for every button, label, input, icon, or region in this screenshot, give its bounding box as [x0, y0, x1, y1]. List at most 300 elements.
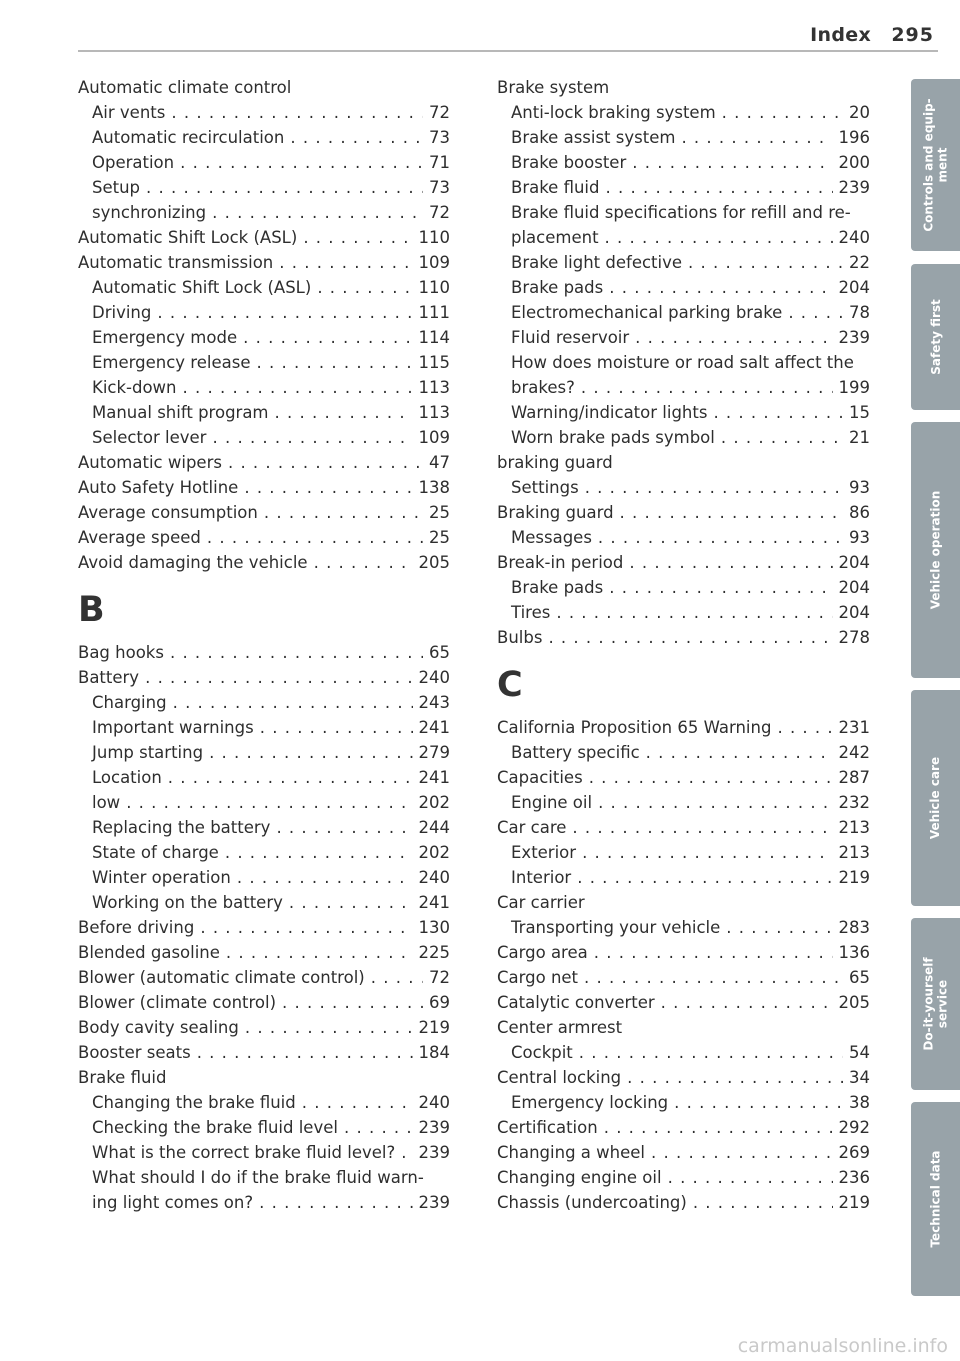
dot-leader: [788, 300, 843, 325]
entry-term: Jump starting: [92, 743, 204, 762]
entry-page-ref: 239: [838, 178, 870, 197]
index-entry: [497, 990, 870, 1015]
entry-term: Catalytic converter: [497, 993, 655, 1012]
entry-term: Interior: [511, 868, 572, 887]
dot-leader: [688, 250, 843, 275]
index-entry: [78, 965, 450, 990]
entry-page-ref: 65: [429, 643, 450, 662]
index-entry: [497, 450, 870, 475]
entry-term: synchronizing: [92, 203, 207, 222]
entry-page-ref: 204: [838, 603, 870, 622]
index-entry: [497, 765, 870, 790]
entry-term: Air vents: [92, 103, 166, 122]
entry-term: Warning/indicator lights: [511, 403, 708, 422]
dot-leader: [713, 400, 843, 425]
entry-page-ref: 110: [418, 228, 450, 247]
dot-leader: [598, 525, 843, 550]
entry-term: What is the correct brake fluid level?: [92, 1143, 396, 1162]
dot-leader: [276, 815, 412, 840]
dot-leader: [245, 1015, 413, 1040]
entry-term: Changing engine oil: [497, 1168, 662, 1187]
index-subentry: [78, 275, 450, 300]
dot-leader: [635, 325, 832, 350]
entry-term: Emergency mode: [92, 328, 238, 347]
entry-page-ref: 202: [418, 793, 450, 812]
dot-leader: [275, 400, 413, 425]
sidebar-tab-label: Technical data: [928, 1150, 943, 1248]
entry-term: Brake pads: [511, 578, 604, 597]
dot-leader: [225, 840, 413, 865]
sidebar-tab-diy-service[interactable]: [911, 918, 960, 1090]
index-subentry: [497, 250, 870, 275]
entry-page-ref: 205: [418, 553, 450, 572]
entry-page-ref: 239: [838, 328, 870, 347]
dot-leader: [317, 275, 412, 300]
dot-leader: [256, 350, 412, 375]
entry-term: Cockpit: [511, 1043, 573, 1062]
entry-page-ref: 138: [418, 478, 450, 497]
entry-term: Selector lever: [92, 428, 207, 447]
dot-leader: [200, 915, 412, 940]
entry-term: Chassis (undercoating): [497, 1193, 687, 1212]
dot-leader: [572, 815, 832, 840]
entry-term: Brake system: [497, 78, 610, 97]
sidebar-tab-label: Vehicle operation: [928, 490, 943, 610]
dot-leader: [668, 1165, 833, 1190]
entry-term: Fluid reservoir: [511, 328, 630, 347]
entry-term: Emergency locking: [511, 1093, 669, 1112]
index-subentry: [78, 350, 450, 375]
index-subentry: [78, 840, 450, 865]
dot-leader: [609, 275, 832, 300]
entry-term: Capacities: [497, 768, 583, 787]
index-entry: [78, 550, 450, 575]
dot-leader: [594, 940, 833, 965]
index-subentry: [497, 790, 870, 815]
entry-term: Brake fluid specifications for refill and re-: [511, 203, 851, 222]
sidebar-tab-technical-data[interactable]: [911, 1102, 960, 1296]
entry-term: low: [92, 793, 121, 812]
sidebar-tab-label: Safety first: [928, 299, 943, 375]
entry-term: Transporting your vehicle: [511, 918, 721, 937]
entry-term: Booster seats: [78, 1043, 191, 1062]
entry-term: Braking guard: [497, 503, 614, 522]
index-subentry: [497, 525, 870, 550]
entry-term: Brake light defective: [511, 253, 683, 272]
dot-leader: [606, 175, 833, 200]
dot-leader: [228, 450, 423, 475]
dot-leader: [605, 225, 833, 250]
sidebar-tab-safety[interactable]: [911, 264, 960, 410]
index-subentry: [78, 690, 450, 715]
entry-term: braking guard: [497, 453, 613, 472]
entry-page-ref: 241: [418, 768, 450, 787]
entry-term: Average speed: [78, 528, 201, 547]
index-entry: [78, 1015, 450, 1040]
entry-page-ref: 204: [838, 553, 870, 572]
dot-leader: [264, 500, 423, 525]
index-entry: [497, 500, 870, 525]
index-column-left: [78, 75, 450, 1215]
header-rule: [78, 50, 938, 52]
entry-page-ref: 93: [849, 528, 870, 547]
index-entry: [78, 525, 450, 550]
entry-term: Changing the brake fluid: [92, 1093, 296, 1112]
entry-page-ref: 219: [838, 868, 870, 887]
entry-page-ref: 240: [418, 668, 450, 687]
entry-term: Location: [92, 768, 162, 787]
dot-leader: [183, 375, 413, 400]
entry-term: Automatic Shift Lock (ASL): [92, 278, 312, 297]
entry-page-ref: 22: [849, 253, 870, 272]
entry-page-ref: 71: [429, 153, 450, 172]
index-subentry: [497, 375, 870, 400]
entry-term: Important warnings: [92, 718, 254, 737]
index-subentry: [497, 575, 870, 600]
entry-page-ref: 15: [849, 403, 870, 422]
dot-leader: [620, 500, 843, 525]
dot-leader: [577, 865, 832, 890]
index-subentry: [78, 815, 450, 840]
entry-page-ref: 278: [838, 628, 870, 647]
entry-term: Avoid damaging the vehicle: [78, 553, 308, 572]
index-subentry: [78, 300, 450, 325]
entry-page-ref: 114: [418, 328, 450, 347]
dot-leader: [146, 175, 423, 200]
index-entry: [497, 625, 870, 650]
dot-leader: [168, 765, 413, 790]
index-entry: [497, 815, 870, 840]
dot-leader: [582, 840, 832, 865]
dot-leader: [629, 550, 832, 575]
dot-leader: [126, 790, 412, 815]
dot-leader: [401, 1140, 412, 1165]
entry-page-ref: 225: [418, 943, 450, 962]
index-subentry: [497, 150, 870, 175]
index-entry: [78, 500, 450, 525]
index-entry: [78, 665, 450, 690]
entry-page-ref: 73: [429, 178, 450, 197]
index-subentry: [78, 715, 450, 740]
entry-page-ref: 110: [418, 278, 450, 297]
index-subentry: [497, 740, 870, 765]
sidebar-tab-label: Vehicle care: [928, 756, 943, 840]
dot-leader: [722, 100, 843, 125]
entry-page-ref: 205: [838, 993, 870, 1012]
index-entry: [497, 715, 870, 740]
entry-term: Engine oil: [511, 793, 593, 812]
entry-page-ref: 240: [418, 1093, 450, 1112]
entry-term: Car carrier: [497, 893, 585, 912]
entry-page-ref: 113: [418, 378, 450, 397]
index-subentry: [497, 300, 870, 325]
entry-page-ref: 241: [418, 893, 450, 912]
entry-term: Automatic wipers: [78, 453, 222, 472]
index-entry: [497, 890, 870, 915]
entry-term: Car care: [497, 818, 567, 837]
index-entry: [78, 225, 450, 250]
index-subentry: [497, 1040, 870, 1065]
index-subentry: [78, 175, 450, 200]
entry-term: Blower (climate control): [78, 993, 277, 1012]
entry-term: Manual shift program: [92, 403, 269, 422]
entry-page-ref: 196: [838, 128, 870, 147]
entry-page-ref: 200: [838, 153, 870, 172]
entry-term: Brake booster: [511, 153, 627, 172]
index-entry: [78, 1065, 450, 1090]
entry-term: Brake pads: [511, 278, 604, 297]
index-subentry: [78, 100, 450, 125]
index-subentry: [78, 1115, 450, 1140]
index-subentry: [78, 790, 450, 815]
index-subentry: [78, 865, 450, 890]
sidebar-tab-vehicle-care[interactable]: [911, 690, 960, 906]
entry-page-ref: 231: [838, 718, 870, 737]
entry-page-ref: 136: [838, 943, 870, 962]
entry-page-ref: 236: [838, 1168, 870, 1187]
dot-leader: [674, 1090, 843, 1115]
dot-leader: [279, 250, 412, 275]
entry-page-ref: 65: [849, 968, 870, 987]
dot-leader: [585, 475, 843, 500]
entry-page-ref: 184: [418, 1043, 450, 1062]
index-subentry: [497, 225, 870, 250]
dot-leader: [212, 425, 412, 450]
index-subentry: [497, 1090, 870, 1115]
dot-leader: [302, 1090, 413, 1115]
entry-term: brakes?: [511, 378, 575, 397]
index-subentry: [78, 765, 450, 790]
index-subentry: [497, 325, 870, 350]
index-subentry: [497, 475, 870, 500]
entry-page-ref: 199: [838, 378, 870, 397]
dot-leader: [584, 965, 843, 990]
entry-term: ing light comes on?: [92, 1193, 254, 1212]
dot-leader: [646, 740, 833, 765]
entry-term: How does moisture or road salt affect the: [511, 353, 854, 372]
entry-page-ref: 244: [418, 818, 450, 837]
entry-term: Settings: [511, 478, 579, 497]
entry-term: Brake fluid: [78, 1068, 167, 1087]
dot-leader: [632, 150, 832, 175]
entry-term: Blended gasoline: [78, 943, 220, 962]
entry-term: Body cavity sealing: [78, 1018, 239, 1037]
index-entry: [497, 1065, 870, 1090]
entry-term: Certification: [497, 1118, 598, 1137]
entry-page-ref: 287: [838, 768, 870, 787]
dot-leader: [207, 525, 423, 550]
entry-term: What should I do if the brake fluid warn-: [92, 1168, 424, 1187]
entry-page-ref: 111: [418, 303, 450, 322]
entry-term: Auto Safety Hotline: [78, 478, 239, 497]
dot-leader: [197, 1040, 413, 1065]
dot-leader: [661, 990, 833, 1015]
entry-term: Charging: [92, 693, 167, 712]
dot-leader: [314, 550, 413, 575]
entry-term: State of charge: [92, 843, 219, 862]
index-entry: [78, 990, 450, 1015]
index-entry: [497, 550, 870, 575]
entry-term: Automatic climate control: [78, 78, 292, 97]
entry-term: Battery: [78, 668, 140, 687]
index-subentry: [78, 890, 450, 915]
dot-leader: [581, 375, 833, 400]
entry-term: Checking the brake fluid level: [92, 1118, 338, 1137]
entry-term: Cargo area: [497, 943, 588, 962]
entry-page-ref: 213: [838, 818, 870, 837]
entry-term: Brake fluid: [511, 178, 600, 197]
index-subentry: [78, 1165, 450, 1190]
index-subentry: [497, 915, 870, 940]
dot-leader: [260, 715, 413, 740]
dot-leader: [145, 665, 412, 690]
entry-term: Emergency release: [92, 353, 251, 372]
dot-leader: [681, 125, 832, 150]
index-entry: [497, 1190, 870, 1215]
entry-term: Anti-lock braking system: [511, 103, 716, 122]
index-subentry: [497, 100, 870, 125]
entry-page-ref: 240: [418, 868, 450, 887]
index-entry: [78, 475, 450, 500]
dot-leader: [556, 600, 832, 625]
index-entry: [497, 1140, 870, 1165]
dot-leader: [243, 325, 412, 350]
dot-leader: [244, 475, 412, 500]
entry-page-ref: 239: [418, 1193, 450, 1212]
sidebar-tab-controls[interactable]: [911, 79, 960, 251]
dot-leader: [609, 575, 832, 600]
dot-leader: [237, 865, 413, 890]
index-subentry: [497, 350, 870, 375]
dot-leader: [777, 715, 832, 740]
dot-leader: [721, 425, 843, 450]
entry-term: Cargo net: [497, 968, 579, 987]
entry-page-ref: 239: [418, 1118, 450, 1137]
entry-page-ref: 204: [838, 278, 870, 297]
entry-page-ref: 25: [429, 503, 450, 522]
dot-leader: [726, 915, 832, 940]
index-entry: [497, 940, 870, 965]
index-entry: [497, 1015, 870, 1040]
dot-leader: [651, 1140, 833, 1165]
dot-leader: [344, 1115, 413, 1140]
index-entry: [78, 640, 450, 665]
index-subentry: [78, 400, 450, 425]
entry-term: Electromechanical parking brake: [511, 303, 783, 322]
sidebar-tab-label: Controls and equip- ment: [921, 98, 950, 232]
entry-page-ref: 109: [418, 428, 450, 447]
entry-page-ref: 130: [418, 918, 450, 937]
dot-leader: [579, 1040, 843, 1065]
entry-page-ref: 113: [418, 403, 450, 422]
dot-leader: [627, 1065, 843, 1090]
dot-leader: [693, 1190, 833, 1215]
section-letter: B: [78, 590, 105, 630]
sidebar-tab-vehicle-operation[interactable]: [911, 422, 960, 678]
index-subentry: [497, 175, 870, 200]
entry-page-ref: 239: [418, 1143, 450, 1162]
entry-term: Working on the battery: [92, 893, 283, 912]
entry-term: Bag hooks: [78, 643, 164, 662]
index-subentry: [497, 425, 870, 450]
entry-page-ref: 292: [838, 1118, 870, 1137]
section-title: Index: [810, 24, 871, 46]
section-letter: C: [497, 665, 523, 705]
entry-term: Automatic Shift Lock (ASL): [78, 228, 298, 247]
entry-page-ref: 241: [418, 718, 450, 737]
entry-page-ref: 279: [418, 743, 450, 762]
entry-page-ref: 242: [838, 743, 870, 762]
entry-page-ref: 34: [849, 1068, 870, 1087]
entry-page-ref: 202: [418, 843, 450, 862]
index-subentry: [78, 740, 450, 765]
index-subentry: [78, 325, 450, 350]
entry-page-ref: 204: [838, 578, 870, 597]
index-subentry: [78, 425, 450, 450]
dot-leader: [589, 765, 833, 790]
page-number: 295: [891, 24, 934, 46]
index-subentry: [497, 865, 870, 890]
index-subentry: [78, 375, 450, 400]
index-subentry: [78, 125, 450, 150]
dot-leader: [209, 740, 412, 765]
entry-term: Blower (automatic climate control): [78, 968, 365, 987]
entry-page-ref: 69: [429, 993, 450, 1012]
entry-page-ref: 115: [418, 353, 450, 372]
index-entry: [497, 1115, 870, 1140]
index-subentry: [78, 150, 450, 175]
entry-term: Kick-down: [92, 378, 177, 397]
index-subentry: [497, 125, 870, 150]
index-column-right: [497, 75, 870, 1215]
entry-term: Operation: [92, 153, 175, 172]
dot-leader: [171, 100, 423, 125]
entry-term: Changing a wheel: [497, 1143, 645, 1162]
index-subentry: [497, 600, 870, 625]
entry-term: Break-in period: [497, 553, 624, 572]
entry-term: Before driving: [78, 918, 195, 937]
index-entry: [497, 965, 870, 990]
entry-term: Setup: [92, 178, 141, 197]
dot-leader: [598, 790, 832, 815]
entry-page-ref: 232: [838, 793, 870, 812]
entry-page-ref: 109: [418, 253, 450, 272]
entry-page-ref: 78: [849, 303, 870, 322]
sidebar-tab-label: Do-it-yourself service: [921, 957, 950, 1051]
entry-term: Worn brake pads symbol: [511, 428, 715, 447]
entry-term: Winter operation: [92, 868, 231, 887]
entry-page-ref: 243: [418, 693, 450, 712]
dot-leader: [259, 1190, 412, 1215]
dot-leader: [180, 150, 423, 175]
index-entry: [78, 915, 450, 940]
index-entry: [78, 1040, 450, 1065]
index-subentry: [497, 275, 870, 300]
dot-leader: [604, 1115, 833, 1140]
dot-leader: [548, 625, 832, 650]
index-entry: [78, 450, 450, 475]
dot-leader: [226, 940, 413, 965]
entry-page-ref: 38: [849, 1093, 870, 1112]
dot-leader: [170, 640, 423, 665]
watermark: carmanualsonline.info: [737, 1335, 948, 1357]
entry-term: Tires: [511, 603, 551, 622]
entry-term: California Proposition 65 Warning: [497, 718, 772, 737]
entry-page-ref: 93: [849, 478, 870, 497]
index-subentry: [78, 200, 450, 225]
entry-term: Center armrest: [497, 1018, 623, 1037]
entry-term: Automatic transmission: [78, 253, 274, 272]
